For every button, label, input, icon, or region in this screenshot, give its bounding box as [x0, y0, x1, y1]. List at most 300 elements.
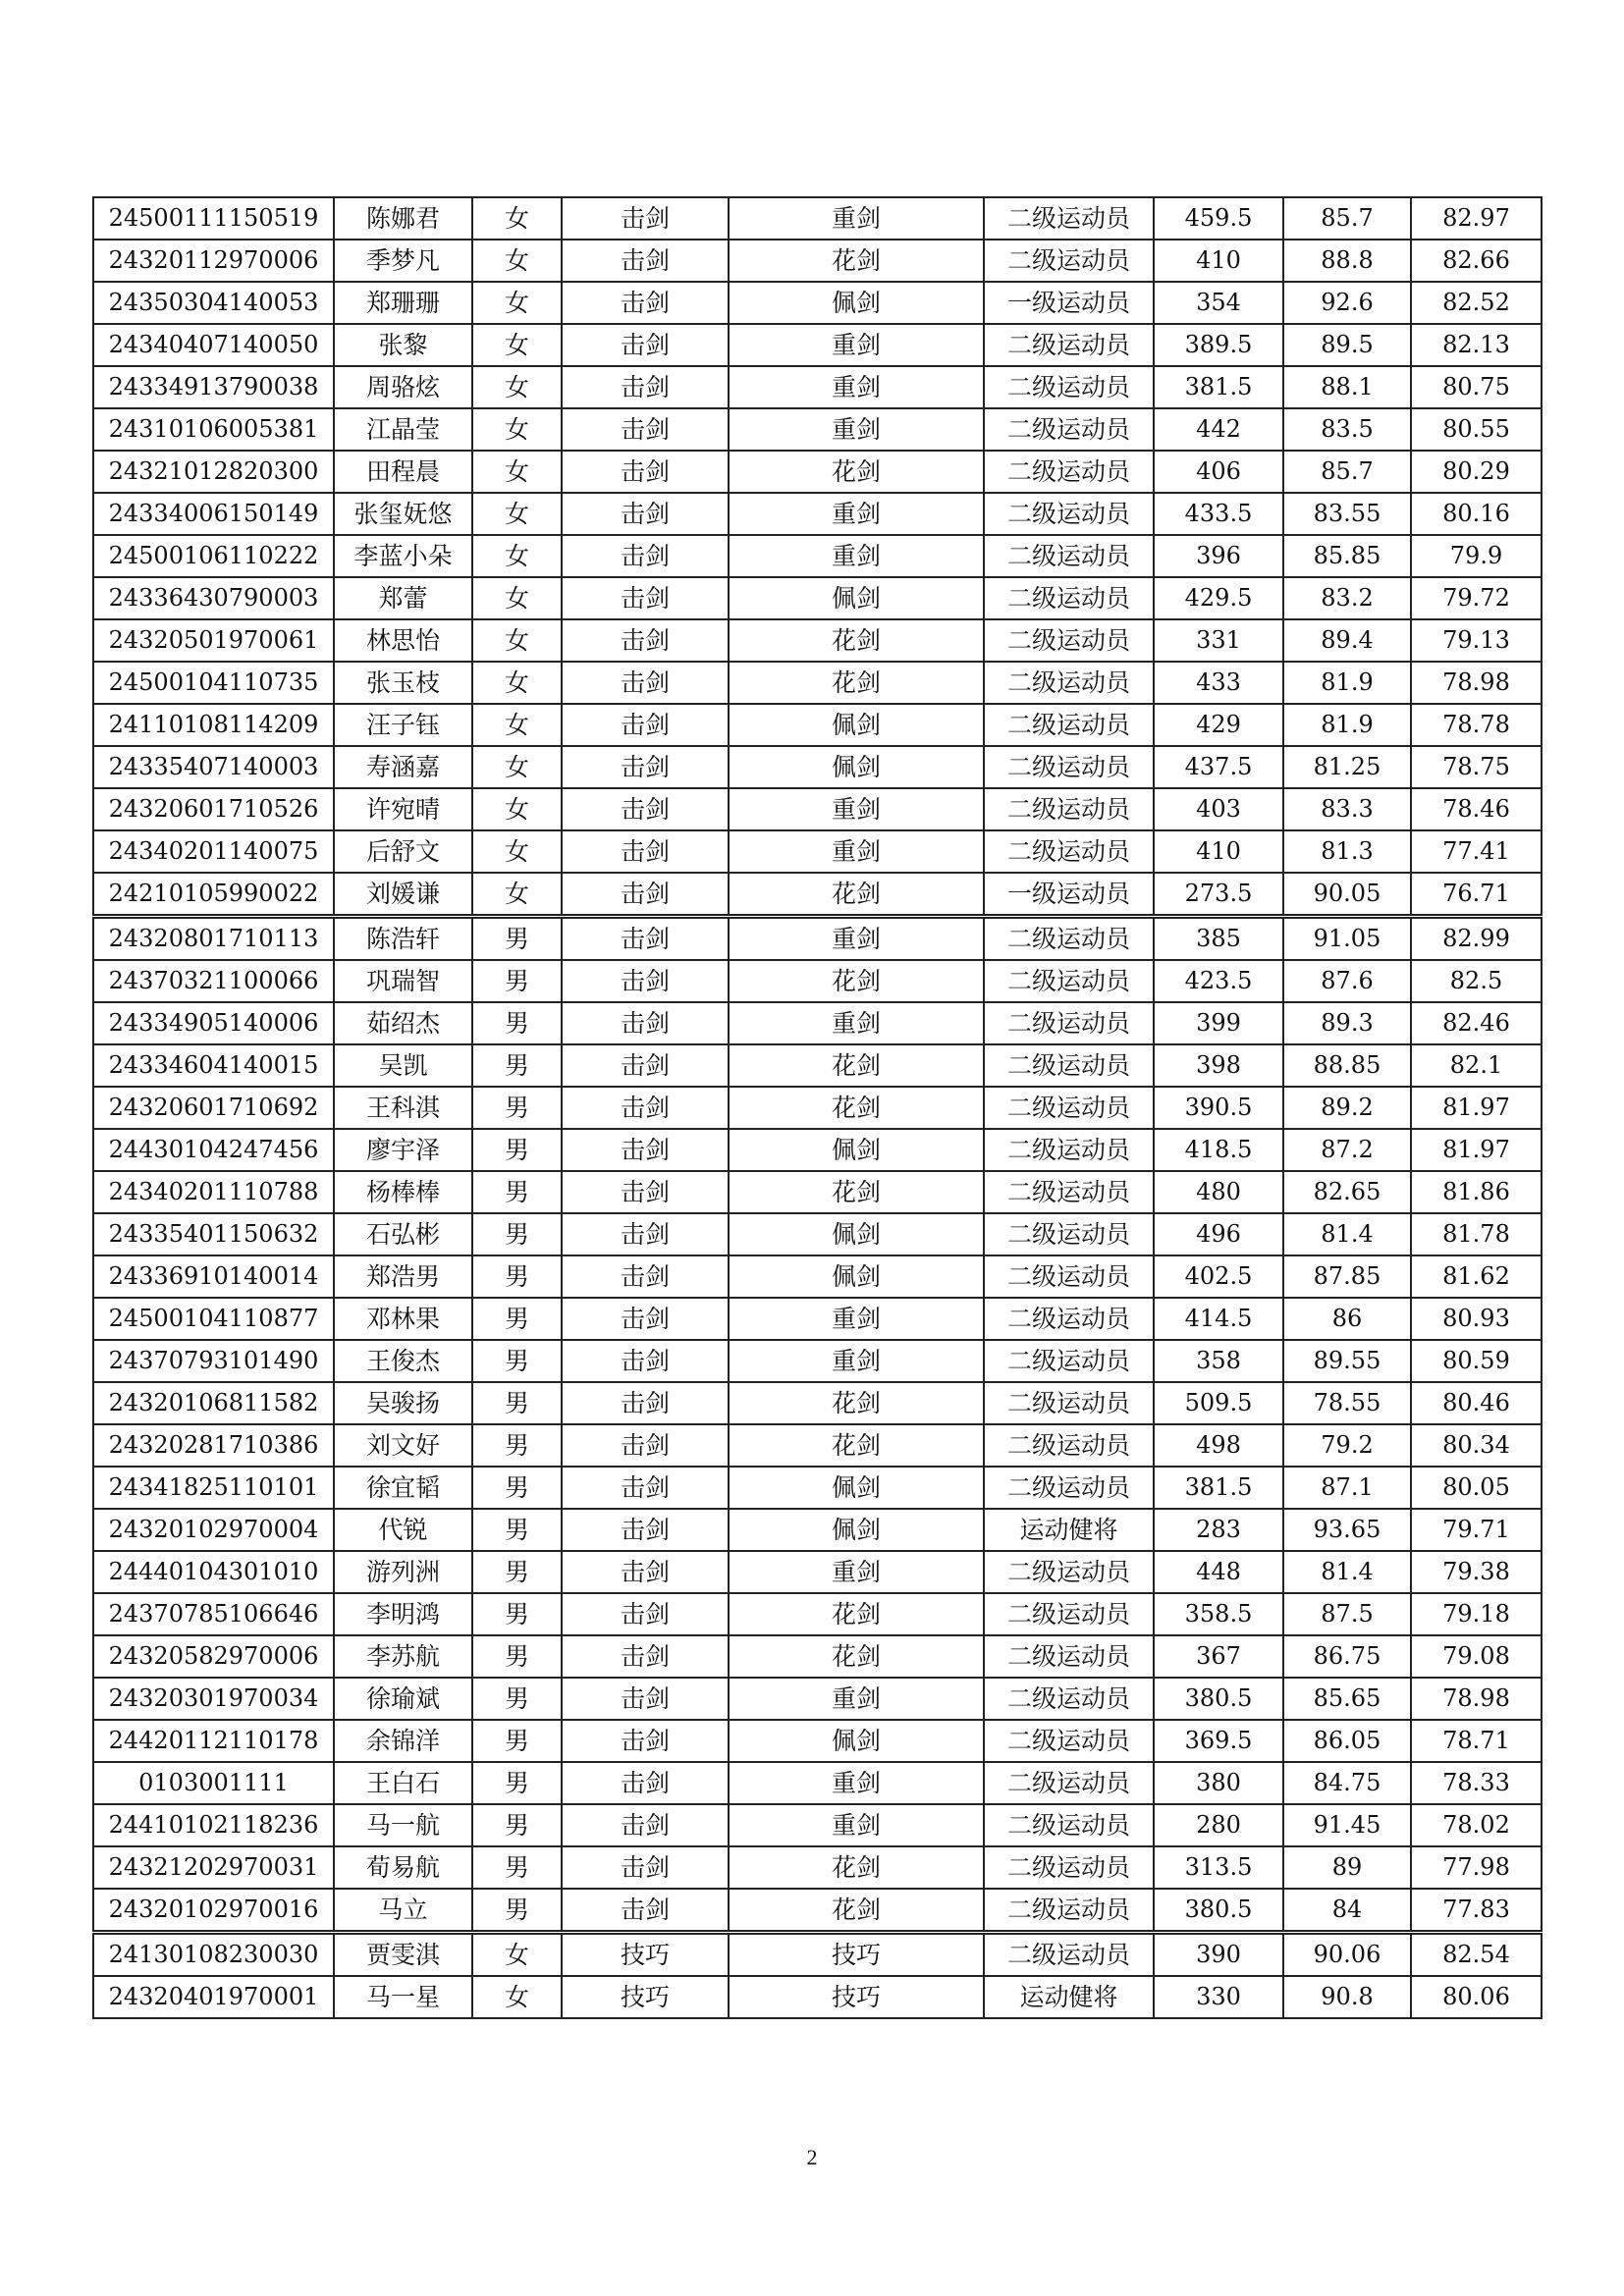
level-cell: 二级运动员	[984, 366, 1154, 408]
table-row	[93, 917, 1542, 961]
specialty-score-cell: 85.7	[1283, 451, 1411, 493]
exam-id-cell: 24370785106646	[93, 1593, 334, 1635]
specialty-score-cell: 83.2	[1283, 577, 1411, 619]
exam-id-cell: 24321202970031	[93, 1846, 334, 1889]
specialty-score-cell: 93.65	[1283, 1509, 1411, 1551]
exam-id-cell: 24320102970016	[93, 1889, 334, 1933]
gender-cell: 女	[472, 619, 562, 662]
exam-id-cell: 24500104110735	[93, 662, 334, 704]
event-cell: 重剑	[729, 830, 984, 873]
gender-cell: 女	[472, 788, 562, 830]
name-cell: 许宛晴	[334, 788, 472, 830]
level-cell: 二级运动员	[984, 1087, 1154, 1129]
name-cell: 杨棒棒	[334, 1171, 472, 1213]
specialty-score-cell: 89.55	[1283, 1340, 1411, 1382]
event-cell: 花剑	[729, 451, 984, 493]
sport-cell: 击剑	[562, 873, 729, 917]
score-cell: 280	[1154, 1804, 1283, 1846]
total-score-cell: 82.52	[1411, 282, 1542, 324]
table-row	[93, 1044, 1542, 1087]
score-cell: 442	[1154, 408, 1283, 451]
table-row	[93, 1424, 1542, 1467]
gender-cell: 男	[472, 1509, 562, 1551]
event-cell: 佩剑	[729, 746, 984, 788]
event-cell: 佩剑	[729, 1255, 984, 1298]
sport-cell: 击剑	[562, 1171, 729, 1213]
score-cell: 414.5	[1154, 1298, 1283, 1340]
gender-cell: 女	[472, 830, 562, 873]
gender-cell: 男	[472, 1720, 562, 1762]
level-cell: 二级运动员	[984, 1467, 1154, 1509]
table-row	[93, 1002, 1542, 1044]
table-row	[93, 240, 1542, 282]
exam-id-cell: 24500104110877	[93, 1298, 334, 1340]
exam-id-cell: 24340407140050	[93, 324, 334, 366]
specialty-score-cell: 87.5	[1283, 1593, 1411, 1635]
name-cell: 刘文好	[334, 1424, 472, 1467]
event-cell: 佩剑	[729, 1213, 984, 1255]
sport-cell: 击剑	[562, 1044, 729, 1087]
level-cell: 运动健将	[984, 1976, 1154, 2018]
level-cell: 二级运动员	[984, 1762, 1154, 1804]
table-row	[93, 830, 1542, 873]
table-row	[93, 1593, 1542, 1635]
score-cell: 396	[1154, 535, 1283, 577]
total-score-cell: 78.33	[1411, 1762, 1542, 1804]
table-row	[93, 324, 1542, 366]
exam-id-cell: 24110108114209	[93, 704, 334, 746]
total-score-cell: 82.1	[1411, 1044, 1542, 1087]
event-cell: 花剑	[729, 1635, 984, 1678]
total-score-cell: 77.83	[1411, 1889, 1542, 1933]
sport-cell: 技巧	[562, 1976, 729, 2018]
exam-id-cell: 24334006150149	[93, 493, 334, 535]
level-cell: 二级运动员	[984, 830, 1154, 873]
total-score-cell: 80.29	[1411, 451, 1542, 493]
level-cell: 一级运动员	[984, 282, 1154, 324]
score-cell: 433	[1154, 662, 1283, 704]
level-cell: 二级运动员	[984, 451, 1154, 493]
exam-id-cell: 24420112110178	[93, 1720, 334, 1762]
table-row	[93, 619, 1542, 662]
gender-cell: 男	[472, 1846, 562, 1889]
score-cell: 459.5	[1154, 197, 1283, 240]
sport-cell: 击剑	[562, 1804, 729, 1846]
score-cell: 369.5	[1154, 1720, 1283, 1762]
specialty-score-cell: 88.85	[1283, 1044, 1411, 1087]
level-cell: 一级运动员	[984, 873, 1154, 917]
table-row	[93, 1635, 1542, 1678]
table-row	[93, 704, 1542, 746]
exam-id-cell: 24336430790003	[93, 577, 334, 619]
sport-cell: 击剑	[562, 1424, 729, 1467]
gender-cell: 男	[472, 1087, 562, 1129]
sport-cell: 击剑	[562, 240, 729, 282]
score-cell: 418.5	[1154, 1129, 1283, 1171]
gender-cell: 女	[472, 451, 562, 493]
specialty-score-cell: 87.2	[1283, 1129, 1411, 1171]
table-row	[93, 366, 1542, 408]
gender-cell: 女	[472, 282, 562, 324]
score-cell: 433.5	[1154, 493, 1283, 535]
name-cell: 代锐	[334, 1509, 472, 1551]
specialty-score-cell: 86.05	[1283, 1720, 1411, 1762]
sport-cell: 击剑	[562, 535, 729, 577]
name-cell: 后舒文	[334, 830, 472, 873]
score-cell: 331	[1154, 619, 1283, 662]
specialty-score-cell: 88.1	[1283, 366, 1411, 408]
level-cell: 二级运动员	[984, 1213, 1154, 1255]
name-cell: 余锦洋	[334, 1720, 472, 1762]
level-cell: 二级运动员	[984, 1678, 1154, 1720]
total-score-cell: 81.62	[1411, 1255, 1542, 1298]
score-cell: 381.5	[1154, 366, 1283, 408]
sport-cell: 击剑	[562, 282, 729, 324]
table-row	[93, 1255, 1542, 1298]
gender-cell: 男	[472, 1804, 562, 1846]
event-cell: 花剑	[729, 1087, 984, 1129]
specialty-score-cell: 89.3	[1283, 1002, 1411, 1044]
total-score-cell: 80.75	[1411, 366, 1542, 408]
table-row	[93, 873, 1542, 917]
specialty-score-cell: 81.4	[1283, 1213, 1411, 1255]
score-cell: 410	[1154, 830, 1283, 873]
exam-id-cell: 24320281710386	[93, 1424, 334, 1467]
exam-id-cell: 24500111150519	[93, 197, 334, 240]
specialty-score-cell: 91.45	[1283, 1804, 1411, 1846]
sport-cell: 击剑	[562, 917, 729, 961]
exam-id-cell: 24210105990022	[93, 873, 334, 917]
total-score-cell: 82.66	[1411, 240, 1542, 282]
level-cell: 二级运动员	[984, 1551, 1154, 1593]
score-cell: 381.5	[1154, 1467, 1283, 1509]
table-row	[93, 662, 1542, 704]
sport-cell: 击剑	[562, 1889, 729, 1933]
table-row	[93, 1087, 1542, 1129]
table-row	[93, 1846, 1542, 1889]
table-row	[93, 493, 1542, 535]
level-cell: 二级运动员	[984, 662, 1154, 704]
sport-cell: 技巧	[562, 1933, 729, 1977]
sport-cell: 击剑	[562, 830, 729, 873]
specialty-score-cell: 89.4	[1283, 619, 1411, 662]
page-number: 2	[806, 2145, 818, 2169]
sport-cell: 击剑	[562, 788, 729, 830]
gender-cell: 女	[472, 493, 562, 535]
specialty-score-cell: 85.7	[1283, 197, 1411, 240]
score-cell: 354	[1154, 282, 1283, 324]
gender-cell: 男	[472, 1551, 562, 1593]
event-cell: 重剑	[729, 1804, 984, 1846]
score-cell: 385	[1154, 917, 1283, 961]
score-cell: 273.5	[1154, 873, 1283, 917]
exam-id-cell: 24320801710113	[93, 917, 334, 961]
gender-cell: 女	[472, 704, 562, 746]
name-cell: 游列洲	[334, 1551, 472, 1593]
table-row	[93, 577, 1542, 619]
name-cell: 王俊杰	[334, 1340, 472, 1382]
level-cell: 二级运动员	[984, 1889, 1154, 1933]
sport-cell: 击剑	[562, 662, 729, 704]
gender-cell: 女	[472, 366, 562, 408]
score-cell: 423.5	[1154, 960, 1283, 1002]
gender-cell: 男	[472, 960, 562, 1002]
event-cell: 花剑	[729, 240, 984, 282]
level-cell: 二级运动员	[984, 1635, 1154, 1678]
gender-cell: 男	[472, 1213, 562, 1255]
level-cell: 二级运动员	[984, 1933, 1154, 1977]
specialty-score-cell: 83.5	[1283, 408, 1411, 451]
event-cell: 重剑	[729, 1002, 984, 1044]
gender-cell: 女	[472, 1933, 562, 1977]
exam-id-cell: 24336910140014	[93, 1255, 334, 1298]
event-cell: 重剑	[729, 408, 984, 451]
exam-id-cell: 24334604140015	[93, 1044, 334, 1087]
total-score-cell: 80.55	[1411, 408, 1542, 451]
sport-cell: 击剑	[562, 1002, 729, 1044]
event-cell: 佩剑	[729, 577, 984, 619]
event-cell: 重剑	[729, 366, 984, 408]
specialty-score-cell: 82.65	[1283, 1171, 1411, 1213]
sport-cell: 击剑	[562, 960, 729, 1002]
exam-id-cell: 24320106811582	[93, 1382, 334, 1424]
total-score-cell: 82.46	[1411, 1002, 1542, 1044]
name-cell: 李苏航	[334, 1635, 472, 1678]
level-cell: 二级运动员	[984, 1298, 1154, 1340]
level-cell: 二级运动员	[984, 240, 1154, 282]
name-cell: 郑浩男	[334, 1255, 472, 1298]
specialty-score-cell: 86.75	[1283, 1635, 1411, 1678]
event-cell: 技巧	[729, 1976, 984, 2018]
total-score-cell: 78.98	[1411, 662, 1542, 704]
gender-cell: 男	[472, 1129, 562, 1171]
table-row	[93, 1467, 1542, 1509]
level-cell: 二级运动员	[984, 1720, 1154, 1762]
event-cell: 佩剑	[729, 1467, 984, 1509]
specialty-score-cell: 81.9	[1283, 704, 1411, 746]
name-cell: 江晶莹	[334, 408, 472, 451]
specialty-score-cell: 90.05	[1283, 873, 1411, 917]
event-cell: 佩剑	[729, 704, 984, 746]
gender-cell: 女	[472, 535, 562, 577]
score-cell: 358	[1154, 1340, 1283, 1382]
total-score-cell: 79.18	[1411, 1593, 1542, 1635]
event-cell: 花剑	[729, 1044, 984, 1087]
total-score-cell: 79.9	[1411, 535, 1542, 577]
exam-id-cell: 24350304140053	[93, 282, 334, 324]
sport-cell: 击剑	[562, 577, 729, 619]
event-cell: 重剑	[729, 493, 984, 535]
specialty-score-cell: 81.3	[1283, 830, 1411, 873]
total-score-cell: 76.71	[1411, 873, 1542, 917]
table-row	[93, 1762, 1542, 1804]
name-cell: 刘媛谦	[334, 873, 472, 917]
total-score-cell: 80.05	[1411, 1467, 1542, 1509]
level-cell: 二级运动员	[984, 408, 1154, 451]
sport-cell: 击剑	[562, 1593, 729, 1635]
exam-id-cell: 24340201140075	[93, 830, 334, 873]
table-row	[93, 1213, 1542, 1255]
event-cell: 重剑	[729, 1762, 984, 1804]
table-row	[93, 1340, 1542, 1382]
table-row	[93, 960, 1542, 1002]
level-cell: 二级运动员	[984, 1002, 1154, 1044]
exam-id-cell: 0103001111	[93, 1762, 334, 1804]
name-cell: 徐瑜斌	[334, 1678, 472, 1720]
score-cell: 403	[1154, 788, 1283, 830]
gender-cell: 男	[472, 1002, 562, 1044]
exam-id-cell: 24410102118236	[93, 1804, 334, 1846]
name-cell: 吴骏扬	[334, 1382, 472, 1424]
name-cell: 马一航	[334, 1804, 472, 1846]
score-cell: 330	[1154, 1976, 1283, 2018]
specialty-score-cell: 91.05	[1283, 917, 1411, 961]
score-cell: 406	[1154, 451, 1283, 493]
table-row	[93, 408, 1542, 451]
exam-id-cell: 24440104301010	[93, 1551, 334, 1593]
name-cell: 李蓝小朵	[334, 535, 472, 577]
table-row	[93, 1720, 1542, 1762]
specialty-score-cell: 84.75	[1283, 1762, 1411, 1804]
level-cell: 二级运动员	[984, 493, 1154, 535]
gender-cell: 女	[472, 240, 562, 282]
table-row	[93, 1976, 1542, 2018]
event-cell: 花剑	[729, 662, 984, 704]
level-cell: 二级运动员	[984, 746, 1154, 788]
name-cell: 李明鸿	[334, 1593, 472, 1635]
level-cell: 二级运动员	[984, 1255, 1154, 1298]
total-score-cell: 80.34	[1411, 1424, 1542, 1467]
total-score-cell: 82.13	[1411, 324, 1542, 366]
name-cell: 张玺妩悠	[334, 493, 472, 535]
gender-cell: 男	[472, 1382, 562, 1424]
event-cell: 花剑	[729, 1889, 984, 1933]
specialty-score-cell: 88.8	[1283, 240, 1411, 282]
exam-id-cell: 24320601710692	[93, 1087, 334, 1129]
event-cell: 重剑	[729, 1678, 984, 1720]
score-cell: 498	[1154, 1424, 1283, 1467]
exam-id-cell: 24500106110222	[93, 535, 334, 577]
exam-id-cell: 24321012820300	[93, 451, 334, 493]
total-score-cell: 79.72	[1411, 577, 1542, 619]
level-cell: 二级运动员	[984, 619, 1154, 662]
event-cell: 花剑	[729, 619, 984, 662]
gender-cell: 男	[472, 1889, 562, 1933]
score-cell: 380.5	[1154, 1678, 1283, 1720]
gender-cell: 男	[472, 1635, 562, 1678]
level-cell: 二级运动员	[984, 1044, 1154, 1087]
gender-cell: 女	[472, 873, 562, 917]
exam-id-cell: 24430104247456	[93, 1129, 334, 1171]
level-cell: 二级运动员	[984, 1340, 1154, 1382]
total-score-cell: 78.71	[1411, 1720, 1542, 1762]
total-score-cell: 78.02	[1411, 1804, 1542, 1846]
level-cell: 二级运动员	[984, 1424, 1154, 1467]
event-cell: 佩剑	[729, 1720, 984, 1762]
event-cell: 花剑	[729, 1382, 984, 1424]
total-score-cell: 80.46	[1411, 1382, 1542, 1424]
name-cell: 马一星	[334, 1976, 472, 2018]
sport-cell: 击剑	[562, 1467, 729, 1509]
exam-id-cell: 24370321100066	[93, 960, 334, 1002]
level-cell: 二级运动员	[984, 960, 1154, 1002]
event-cell: 重剑	[729, 1298, 984, 1340]
gender-cell: 男	[472, 917, 562, 961]
total-score-cell: 78.78	[1411, 704, 1542, 746]
event-cell: 佩剑	[729, 282, 984, 324]
exam-id-cell: 24130108230030	[93, 1933, 334, 1977]
specialty-score-cell: 87.85	[1283, 1255, 1411, 1298]
gender-cell: 女	[472, 746, 562, 788]
total-score-cell: 78.75	[1411, 746, 1542, 788]
name-cell: 季梦凡	[334, 240, 472, 282]
sport-cell: 击剑	[562, 493, 729, 535]
exam-id-cell: 24320112970006	[93, 240, 334, 282]
name-cell: 郑蕾	[334, 577, 472, 619]
name-cell: 陈娜君	[334, 197, 472, 240]
event-cell: 重剑	[729, 197, 984, 240]
specialty-score-cell: 84	[1283, 1889, 1411, 1933]
exam-id-cell: 24320601710526	[93, 788, 334, 830]
sport-cell: 击剑	[562, 324, 729, 366]
total-score-cell: 80.93	[1411, 1298, 1542, 1340]
total-score-cell: 81.86	[1411, 1171, 1542, 1213]
gender-cell: 男	[472, 1298, 562, 1340]
specialty-score-cell: 79.2	[1283, 1424, 1411, 1467]
score-cell: 480	[1154, 1171, 1283, 1213]
event-cell: 重剑	[729, 788, 984, 830]
table-row	[93, 1889, 1542, 1933]
event-cell: 重剑	[729, 324, 984, 366]
sport-cell: 击剑	[562, 1846, 729, 1889]
level-cell: 二级运动员	[984, 1846, 1154, 1889]
sport-cell: 击剑	[562, 197, 729, 240]
score-cell: 358.5	[1154, 1593, 1283, 1635]
specialty-score-cell: 86	[1283, 1298, 1411, 1340]
name-cell: 汪子钰	[334, 704, 472, 746]
event-cell: 花剑	[729, 960, 984, 1002]
sport-cell: 击剑	[562, 1720, 729, 1762]
table-row	[93, 1129, 1542, 1171]
exam-id-cell: 24320582970006	[93, 1635, 334, 1678]
sport-cell: 击剑	[562, 1678, 729, 1720]
results-table	[92, 196, 1541, 2019]
name-cell: 张玉枝	[334, 662, 472, 704]
specialty-score-cell: 83.55	[1283, 493, 1411, 535]
table-row	[93, 282, 1542, 324]
level-cell: 二级运动员	[984, 917, 1154, 961]
level-cell: 运动健将	[984, 1509, 1154, 1551]
table-row	[93, 535, 1542, 577]
total-score-cell: 78.98	[1411, 1678, 1542, 1720]
total-score-cell: 81.97	[1411, 1129, 1542, 1171]
gender-cell: 男	[472, 1593, 562, 1635]
name-cell: 周骆炫	[334, 366, 472, 408]
score-cell: 367	[1154, 1635, 1283, 1678]
score-cell: 380.5	[1154, 1889, 1283, 1933]
score-cell: 437.5	[1154, 746, 1283, 788]
table-row	[93, 1509, 1542, 1551]
sport-cell: 击剑	[562, 1382, 729, 1424]
exam-id-cell: 24340201110788	[93, 1171, 334, 1213]
event-cell: 重剑	[729, 1551, 984, 1593]
score-cell: 389.5	[1154, 324, 1283, 366]
specialty-score-cell: 90.8	[1283, 1976, 1411, 2018]
event-cell: 花剑	[729, 1846, 984, 1889]
name-cell: 寿涵嘉	[334, 746, 472, 788]
event-cell: 花剑	[729, 873, 984, 917]
exam-id-cell: 24334913790038	[93, 366, 334, 408]
